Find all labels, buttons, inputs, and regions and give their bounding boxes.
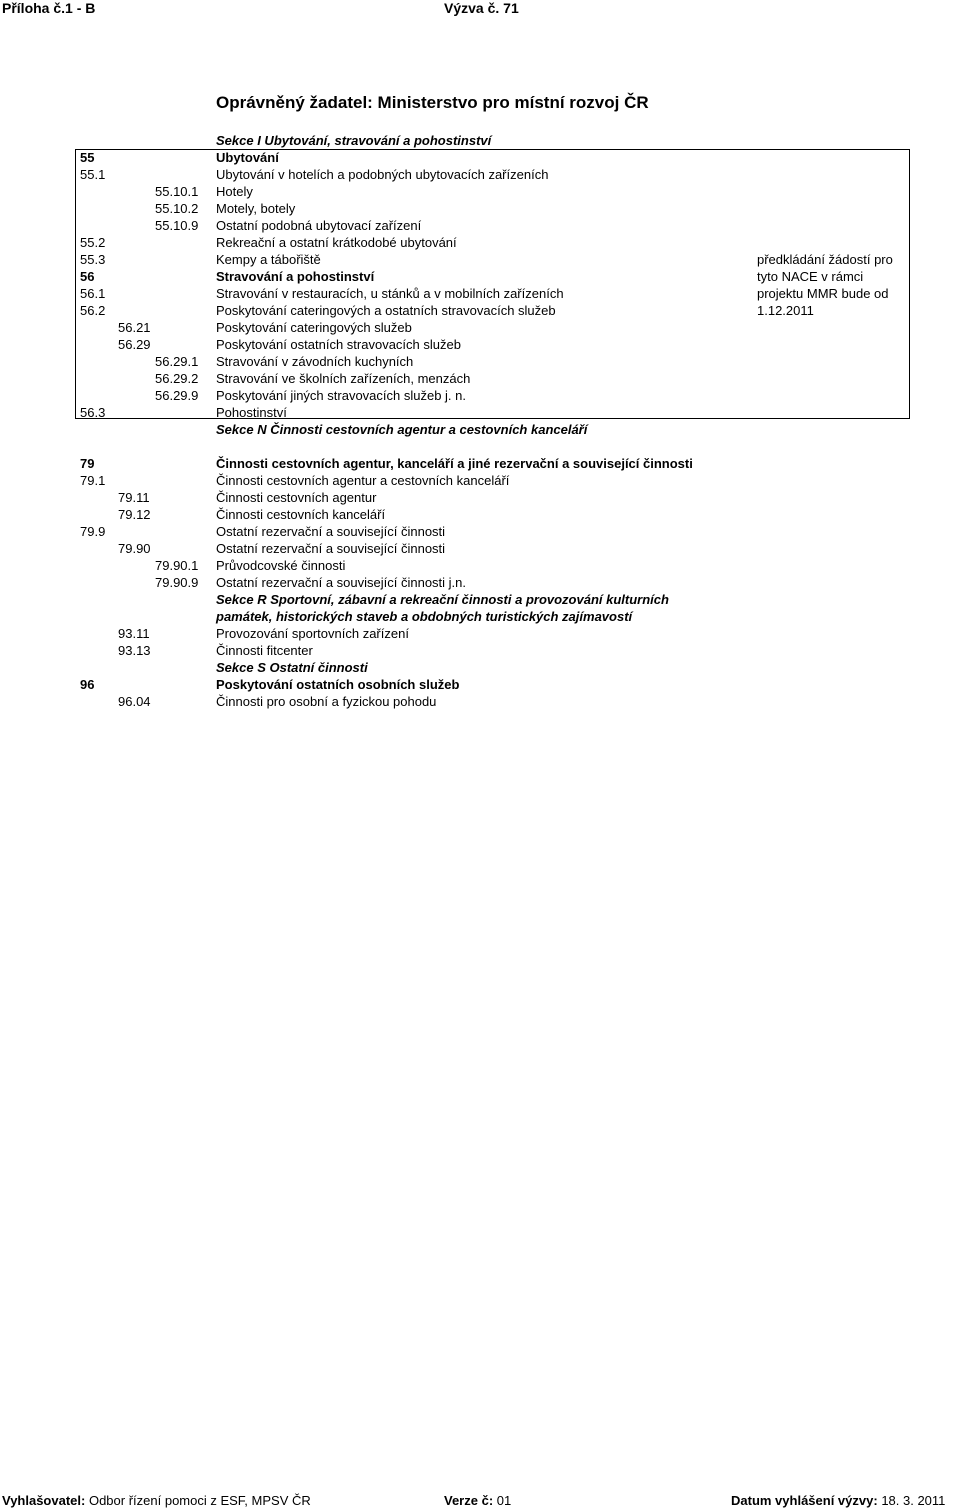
nace-code: 56.29.2 xyxy=(155,371,199,386)
note-line-1: předkládání žádostí pro xyxy=(757,252,893,267)
nace-code: 79.12 xyxy=(118,507,151,522)
nace-description: Průvodcovské činnosti xyxy=(216,558,346,573)
nace-code: 56.3 xyxy=(80,405,106,420)
note-line-4: 1.12.2011 xyxy=(757,303,814,318)
table-row xyxy=(0,642,960,659)
nace-code: 79.90.1 xyxy=(155,558,199,573)
footer-date-label: Datum vyhlášení výzvy: xyxy=(731,1493,878,1508)
section-title: Sekce N Činnosti cestovních agentur a cestovních kanceláří xyxy=(216,422,588,437)
nace-description: Provozování sportovních zařízení xyxy=(216,626,409,641)
call-number: Výzva č. 71 xyxy=(444,0,519,16)
footer-version-label: Verze č: xyxy=(444,1493,494,1508)
nace-description: Činnosti cestovních agentur, kanceláří a jiné rezervační a související činnosti xyxy=(216,456,693,471)
nace-description: Poskytování ostatních osobních služeb xyxy=(216,677,460,692)
page-title: Oprávněný žadatel: Ministerstvo pro místní rozvoj ČR xyxy=(216,93,649,112)
footer-version xyxy=(444,1493,511,1508)
table-row xyxy=(0,370,960,387)
nace-code: 56.29.9 xyxy=(155,388,199,403)
table-row xyxy=(0,200,960,217)
section-heading-row xyxy=(0,659,960,676)
section-heading-row xyxy=(0,132,960,149)
nace-code: 55.10.2 xyxy=(155,201,199,216)
nace-description: Stravování v restauracích, u stánků a v mobilních zařízeních xyxy=(216,286,564,301)
table-row xyxy=(0,336,960,353)
nace-code: 96 xyxy=(80,677,95,692)
footer-announcer-label: Vyhlašovatel: xyxy=(2,1493,86,1508)
nace-description: Kempy a tábořiště xyxy=(216,252,321,267)
footer-announcer-value: Odbor řízení pomoci z ESF, MPSV ČR xyxy=(88,1493,311,1508)
section-heading-row xyxy=(0,608,960,625)
nace-code: 55.10.9 xyxy=(155,218,199,233)
section-title: Sekce I Ubytování, stravování a pohostinství xyxy=(216,133,492,148)
nace-code: 56.29 xyxy=(118,337,151,352)
table-row xyxy=(0,217,960,234)
nace-code: 55.10.1 xyxy=(155,184,199,199)
section-title: památek, historických staveb a obdobných turistických zajímavostí xyxy=(216,609,633,624)
table-row xyxy=(0,166,960,183)
section-heading-row xyxy=(0,591,960,608)
nace-code: 56.1 xyxy=(80,286,106,301)
nace-description: Činnosti fitcenter xyxy=(216,643,313,658)
table-row xyxy=(0,404,960,421)
nace-description: Stravování a pohostinství xyxy=(216,269,375,284)
table-row xyxy=(0,557,960,574)
nace-description: Hotely xyxy=(216,184,253,199)
nace-code: 55.2 xyxy=(80,235,106,250)
note-line-3: projektu MMR bude od xyxy=(757,286,889,301)
nace-code: 55.3 xyxy=(80,252,106,267)
nace-description: Ubytování v hotelích a podobných ubytovacích zařízeních xyxy=(216,167,549,182)
nace-code: 79 xyxy=(80,456,95,471)
section-heading-row xyxy=(0,421,960,438)
nace-code: 56.2 xyxy=(80,303,106,318)
table-row xyxy=(0,574,960,591)
table-row xyxy=(0,676,960,693)
nace-code: 96.04 xyxy=(118,694,151,709)
table-row xyxy=(0,540,960,557)
nace-description: Činnosti pro osobní a fyzickou pohodu xyxy=(216,694,437,709)
section-title: Sekce R Sportovní, zábavní a rekreační činnosti a provozování kulturních xyxy=(216,592,669,607)
nace-description: Ostatní rezervační a související činnosti xyxy=(216,541,446,556)
nace-description: Ubytování xyxy=(216,150,279,165)
nace-code: 55.1 xyxy=(80,167,106,182)
nace-code: 79.11 xyxy=(118,490,150,505)
nace-description: Činnosti cestovních kanceláří xyxy=(216,507,386,522)
nace-code: 93.11 xyxy=(118,626,150,641)
nace-description: Poskytování jiných stravovacích služeb j. n. xyxy=(216,388,467,403)
footer-date-value: 18. 3. 2011 xyxy=(881,1493,946,1508)
table-row xyxy=(0,353,960,370)
nace-description: Stravování ve školních zařízeních, menzách xyxy=(216,371,471,386)
table-row xyxy=(0,506,960,523)
nace-description: Stravování v závodních kuchyních xyxy=(216,354,414,369)
nace-code: 79.90.9 xyxy=(155,575,199,590)
nace-description: Činnosti cestovních agentur a cestovních kanceláří xyxy=(216,473,510,488)
nace-description: Pohostinství xyxy=(216,405,287,420)
nace-description: Činnosti cestovních agentur xyxy=(216,490,377,505)
footer-date xyxy=(731,1493,945,1508)
nace-description: Motely, botely xyxy=(216,201,296,216)
table-row xyxy=(0,625,960,642)
nace-code: 56.21 xyxy=(118,320,151,335)
attachment-label: Příloha č.1 - B xyxy=(2,0,96,16)
section-title: Sekce S Ostatní činnosti xyxy=(216,660,368,675)
nace-description: Ostatní podobná ubytovací zařízení xyxy=(216,218,422,233)
nace-description: Poskytování cateringových a ostatních stravovacích služeb xyxy=(216,303,556,318)
table-row xyxy=(0,455,960,472)
table-row xyxy=(0,472,960,489)
footer-version-value: 01 xyxy=(496,1493,512,1508)
table-row xyxy=(0,183,960,200)
nace-description: Ostatní rezervační a související činnosti xyxy=(216,524,446,539)
table-row xyxy=(0,302,960,319)
nace-description: Ostatní rezervační a související činnosti j.n. xyxy=(216,575,466,590)
nace-code: 93.13 xyxy=(118,643,151,658)
nace-description: Rekreační a ostatní krátkodobé ubytování xyxy=(216,235,457,250)
footer-announcer xyxy=(2,1493,311,1508)
nace-description: Poskytování ostatních stravovacích služeb xyxy=(216,337,461,352)
table-row xyxy=(0,523,960,540)
table-row xyxy=(0,693,960,710)
table-row xyxy=(0,234,960,251)
nace-code: 79.90 xyxy=(118,541,151,556)
table-row xyxy=(0,149,960,166)
table-row xyxy=(0,489,960,506)
nace-description: Poskytování cateringových služeb xyxy=(216,320,412,335)
nace-code: 79.1 xyxy=(80,473,106,488)
table-row xyxy=(0,387,960,404)
nace-code: 55 xyxy=(80,150,95,165)
nace-code: 56 xyxy=(80,269,95,284)
table-row xyxy=(0,319,960,336)
nace-code: 79.9 xyxy=(80,524,106,539)
table-row xyxy=(0,438,960,455)
nace-code: 56.29.1 xyxy=(155,354,199,369)
note-line-2: tyto NACE v rámci xyxy=(757,269,864,284)
